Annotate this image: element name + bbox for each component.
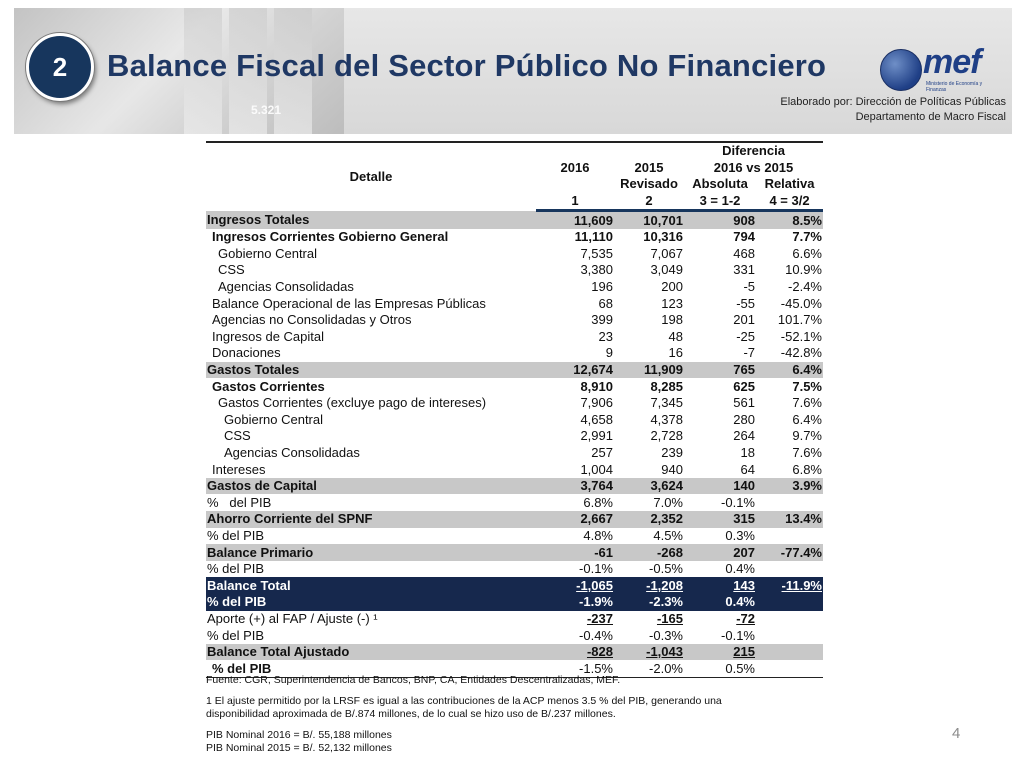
cell-2016: 257 — [591, 444, 613, 460]
cell-relativa: 8.5% — [756, 211, 823, 229]
cell-2016: -0.4% — [579, 627, 613, 643]
row-label: Gastos Corrientes (excluye pago de intereses) — [218, 395, 487, 411]
credit-block — [780, 95, 1006, 125]
page-number: 4 — [952, 725, 961, 742]
table-row — [206, 561, 823, 578]
cell-2015: 10,701 — [614, 211, 684, 229]
section-badge: 2 — [26, 33, 94, 101]
cell-2016: -61 — [536, 544, 614, 561]
cell-absoluta: 64 — [740, 461, 755, 477]
row-label: Balance Total Ajustado — [206, 644, 536, 661]
logo-subtext: Ministerio de Economía y Finanzas — [926, 81, 983, 93]
mef-logo — [880, 43, 1000, 93]
table-row — [206, 428, 823, 445]
cell-relativa — [756, 561, 823, 578]
cell-2015: 239 — [661, 444, 683, 460]
row-label: Ahorro Corriente del SPNF — [206, 511, 536, 528]
cell-2016: -1,065 — [536, 577, 614, 594]
cell-absoluta: -25 — [736, 328, 755, 344]
table-row — [206, 295, 823, 312]
cell-2016: 196 — [591, 279, 613, 295]
cell-relativa: -11.9% — [756, 577, 823, 594]
cell-absoluta: 561 — [733, 395, 755, 411]
cell-absoluta: 908 — [684, 211, 756, 229]
column-index-2: 2 — [614, 193, 684, 211]
cell-2016: 6.8% — [583, 494, 613, 510]
cell-2015: 48 — [668, 328, 683, 344]
cell-absoluta: 468 — [733, 245, 755, 261]
table-row — [206, 511, 823, 528]
cell-absoluta: 18 — [740, 444, 755, 460]
cell-relativa: 10.9% — [785, 262, 822, 278]
banner-number: 5.321 — [251, 103, 282, 117]
cell-2016: -1.5% — [536, 660, 614, 677]
table-row — [206, 412, 823, 429]
cell-2015: -1,208 — [614, 577, 684, 594]
column-header-detalle: Detalle — [206, 142, 536, 211]
cell-relativa: 7.5% — [792, 378, 822, 394]
row-label: Ingresos de Capital — [212, 328, 325, 344]
table-row — [206, 461, 823, 478]
table-row — [206, 544, 823, 561]
cell-2015: 940 — [661, 461, 683, 477]
row-label: Gastos Totales — [206, 362, 536, 379]
row-label: Gastos Corrientes — [212, 378, 325, 394]
cell-relativa: -77.4% — [756, 544, 823, 561]
column-index-3: 3 = 1-2 — [684, 193, 756, 211]
cell-2015: -0.5% — [649, 561, 683, 577]
row-label: % del PIB — [207, 494, 272, 510]
row-label: Balance Total — [206, 577, 536, 594]
cell-absoluta: 0.3% — [725, 527, 755, 543]
cell-absoluta: -0.1% — [721, 627, 755, 643]
cell-2016: 23 — [598, 328, 613, 344]
cell-absoluta: -5 — [743, 279, 755, 295]
cell-absoluta: 207 — [684, 544, 756, 561]
row-label: Balance Primario — [206, 544, 536, 561]
cell-2015: 2,352 — [614, 511, 684, 528]
cell-relativa: 7.6% — [792, 444, 822, 460]
cell-2016: 7,535 — [580, 245, 613, 261]
table-row — [206, 362, 823, 379]
table-row — [206, 528, 823, 545]
row-label: CSS — [224, 428, 251, 444]
column-header-revisado: Revisado — [620, 176, 678, 192]
column-header-2016: 2016 — [560, 159, 590, 175]
cell-2016: 9 — [605, 345, 613, 361]
cell-relativa: 6.4% — [792, 411, 822, 427]
page-title: Balance Fiscal del Sector Público No Financiero — [107, 48, 827, 83]
cell-2015: -1,043 — [614, 644, 684, 661]
cell-relativa: 6.8% — [792, 461, 822, 477]
cell-relativa: 6.6% — [792, 245, 822, 261]
cell-absoluta: 140 — [684, 478, 756, 495]
cell-2016: 11,609 — [536, 211, 614, 229]
column-header-absoluta: Absoluta — [692, 176, 748, 192]
row-label: % del PIB — [207, 527, 265, 543]
cell-2015: 4.5% — [653, 527, 683, 543]
cell-2016: 399 — [591, 312, 613, 328]
cell-2015: 198 — [661, 312, 683, 328]
cell-relativa: 3.9% — [756, 478, 823, 495]
cell-2015: 2,728 — [650, 428, 683, 444]
cell-2015: -2.0% — [614, 660, 684, 677]
cell-2015: 8,285 — [650, 378, 683, 394]
cell-absoluta: -55 — [736, 295, 755, 311]
cell-2016: 12,674 — [536, 362, 614, 379]
cell-2015: 7,345 — [650, 395, 683, 411]
cell-2015: -2.3% — [614, 594, 684, 611]
logo-text: mef — [923, 43, 981, 81]
cell-relativa: 7.7% — [792, 229, 822, 245]
cell-2016: 7,906 — [580, 395, 613, 411]
cell-2015: 200 — [661, 279, 683, 295]
cell-relativa — [756, 594, 823, 611]
table-row — [206, 478, 823, 495]
pib-2016-note: PIB Nominal 2016 = B/. 55,188 millones — [206, 729, 392, 741]
row-label: Gobierno Central — [224, 411, 323, 427]
cell-relativa — [756, 528, 823, 545]
table-row — [206, 262, 823, 279]
column-header-2015: 2015 — [634, 159, 664, 175]
cell-2015: 4,378 — [650, 411, 683, 427]
cell-relativa — [756, 611, 823, 628]
cell-absoluta: -72 — [736, 610, 755, 626]
table-row — [206, 494, 823, 511]
column-header-diferencia: Diferencia — [684, 142, 823, 160]
cell-relativa: -52.1% — [780, 328, 822, 344]
row-label: CSS — [218, 262, 245, 278]
table-row — [206, 345, 823, 362]
cell-absoluta: 201 — [733, 312, 755, 328]
table-row — [206, 229, 823, 246]
cell-relativa — [756, 494, 823, 511]
cell-2016: 3,380 — [580, 262, 613, 278]
footnote-1: 1 El ajuste permitido por la LRSF es igual a las contribuciones de la ACP menos 3.5 % del PIB, generando una disponibilidad aproximada de B/.874 millones, de lo cual se hizo uso de B/.237 millones. — [206, 695, 722, 720]
cell-2016: 68 — [598, 295, 613, 311]
cell-2016: 2,991 — [580, 428, 613, 444]
cell-absoluta: 625 — [733, 378, 755, 394]
cell-2016: -237 — [586, 610, 613, 626]
cell-absoluta: 264 — [733, 428, 755, 444]
cell-2015: 11,909 — [614, 362, 684, 379]
row-label: Intereses — [212, 461, 266, 477]
cell-2015: 3,049 — [650, 262, 683, 278]
cell-absoluta: 143 — [684, 577, 756, 594]
cell-2015: 3,624 — [614, 478, 684, 495]
row-label: Ingresos Totales — [206, 211, 536, 229]
credit-line: Elaborado por: Dirección de Políticas Públicas — [780, 96, 1006, 108]
table-row — [206, 279, 823, 296]
cell-relativa: 9.7% — [792, 428, 822, 444]
cell-relativa: -2.4% — [788, 279, 822, 295]
cell-2016: 1,004 — [580, 461, 613, 477]
cell-2015: -0.3% — [649, 627, 683, 643]
row-label: Gobierno Central — [218, 245, 317, 261]
cell-relativa: 101.7% — [777, 312, 822, 328]
cell-2015: 7,067 — [650, 245, 683, 261]
cell-2015: 10,316 — [643, 229, 683, 245]
row-label: % del PIB — [207, 561, 265, 577]
row-label: % del PIB — [206, 594, 536, 611]
cell-absoluta: 215 — [684, 644, 756, 661]
cell-absoluta: 0.4% — [684, 594, 756, 611]
globe-icon — [880, 49, 922, 91]
row-label: Agencias no Consolidadas y Otros — [212, 312, 412, 328]
table-row — [206, 644, 823, 661]
cell-relativa — [756, 644, 823, 661]
cell-2015: 123 — [661, 295, 683, 311]
cell-relativa: 6.4% — [756, 362, 823, 379]
table-row — [206, 211, 823, 229]
cell-2016: 8,910 — [580, 378, 613, 394]
table-row — [206, 246, 823, 263]
table-row — [206, 577, 823, 594]
cell-relativa: -42.8% — [780, 345, 822, 361]
row-label: % del PIB — [207, 627, 265, 643]
cell-absoluta: 331 — [733, 262, 755, 278]
row-label: Agencias Consolidadas — [224, 444, 360, 460]
cell-2016: 4,658 — [580, 411, 613, 427]
credit-line: Departamento de Macro Fiscal — [855, 111, 1006, 123]
row-label: Ingresos Corrientes Gobierno General — [212, 229, 449, 245]
pib-2015-note: PIB Nominal 2015 = B/. 52,132 millones — [206, 742, 392, 754]
cell-absoluta: 0.5% — [684, 660, 756, 677]
row-label: % del PIB — [206, 660, 536, 677]
table-row — [206, 627, 823, 644]
cell-2015: 16 — [668, 345, 683, 361]
cell-2015: -268 — [614, 544, 684, 561]
cell-absoluta: -0.1% — [721, 494, 755, 510]
table-row — [206, 312, 823, 329]
row-label: Gastos de Capital — [206, 478, 536, 495]
row-label: Agencias Consolidadas — [218, 279, 354, 295]
cell-2016: -1.9% — [536, 594, 614, 611]
cell-2016: -0.1% — [579, 561, 613, 577]
cell-2016: 4.8% — [583, 527, 613, 543]
column-index-1: 1 — [536, 193, 614, 211]
row-label: Donaciones — [212, 345, 281, 361]
table-row — [206, 611, 823, 628]
table-row — [206, 445, 823, 462]
cell-2016: 3,764 — [536, 478, 614, 495]
cell-absoluta: 280 — [733, 411, 755, 427]
row-label: Aporte (+) al FAP / Ajuste (-) ¹ — [207, 610, 378, 626]
cell-absoluta: -7 — [743, 345, 755, 361]
cell-2016: 11,110 — [574, 229, 613, 245]
table-row — [206, 395, 823, 412]
cell-2015: -165 — [656, 610, 683, 626]
cell-relativa — [756, 627, 823, 644]
cell-absoluta: 315 — [684, 511, 756, 528]
table-row — [206, 329, 823, 346]
fiscal-balance-table — [206, 141, 823, 678]
cell-relativa: 7.6% — [792, 395, 822, 411]
cell-absoluta: 0.4% — [725, 561, 755, 577]
column-header-relativa: Relativa — [764, 176, 815, 192]
row-label: Balance Operacional de las Empresas Públicas — [212, 295, 486, 311]
table-row — [206, 378, 823, 395]
source-note: Fuente: CGR, Superintendencia de Bancos, BNP, CA, Entidades Descentralizadas, MEF. — [206, 674, 621, 686]
cell-2016: -828 — [536, 644, 614, 661]
column-header-vs: 2016 vs 2015 — [713, 159, 794, 175]
cell-absoluta: 794 — [733, 229, 755, 245]
cell-2015: 7.0% — [653, 494, 683, 510]
cell-2016: 2,667 — [536, 511, 614, 528]
cell-relativa: -45.0% — [780, 295, 822, 311]
cell-relativa — [756, 660, 823, 677]
table-header-row — [206, 142, 823, 160]
cell-absoluta: 765 — [684, 362, 756, 379]
cell-relativa: 13.4% — [756, 511, 823, 528]
table-notes — [206, 674, 766, 755]
table-row — [206, 594, 823, 611]
column-index-4: 4 = 3/2 — [756, 193, 823, 211]
